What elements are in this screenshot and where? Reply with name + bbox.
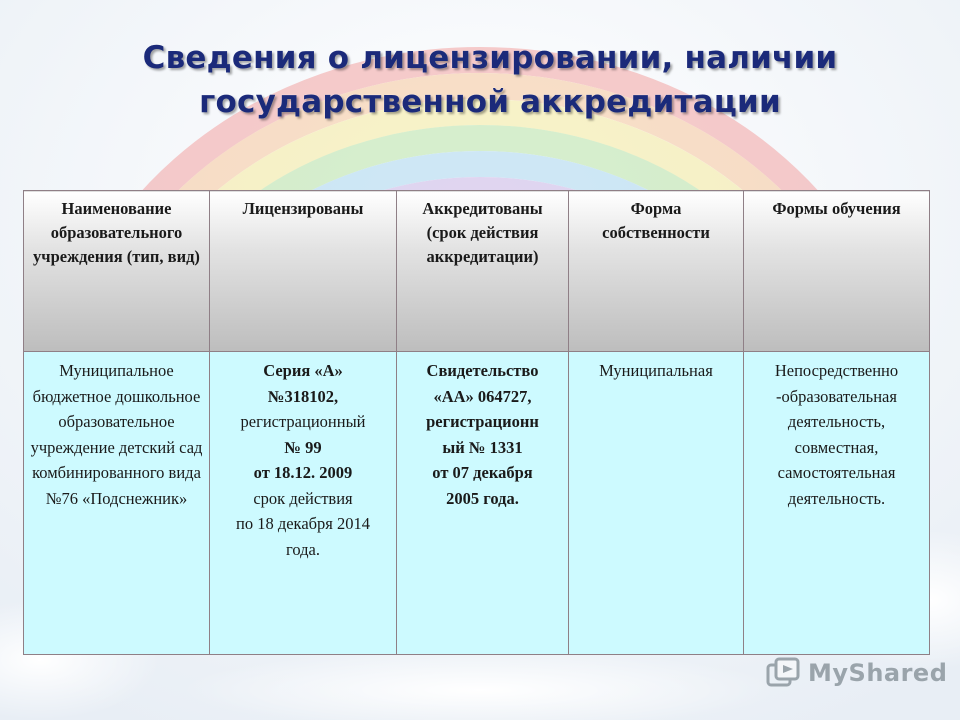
slide-title	[60, 36, 920, 124]
license-series: Серия «А»	[263, 361, 343, 380]
accreditation-line2: «АА» 064727,	[433, 386, 532, 406]
header-ownership: Форма собственности	[569, 191, 744, 352]
accreditation-line1: Свидетельство	[426, 361, 539, 380]
accreditation-line3: регистрационн	[426, 412, 539, 431]
license-validity-date: по 18 декабря 2014	[236, 514, 370, 533]
cell-accreditation	[397, 352, 569, 655]
cell-study-forms: Непосредственно -образовательная деятельность, совместная, самостоятельная деятельность.	[744, 352, 930, 655]
license-validity-label: срок действия	[253, 488, 353, 508]
header-accredited: Аккредитованы (срок действия аккредитации)	[397, 191, 569, 352]
header-study-forms: Формы обучения	[744, 191, 930, 352]
cell-ownership: Муниципальная	[569, 352, 744, 655]
header-institution: Наименование образовательного учреждения (тип, вид)	[24, 191, 210, 352]
license-number: №318102,	[267, 386, 339, 406]
table-header-row	[24, 191, 930, 352]
accreditation-line6: 2005 года.	[446, 488, 519, 508]
slide-title-line1: Сведения о лицензировании, наличии	[142, 40, 838, 76]
licensing-table	[23, 190, 930, 655]
table-row	[24, 352, 930, 655]
license-reg-label: регистрационный	[240, 412, 366, 431]
slide-title-line2: государственной аккредитации	[199, 84, 781, 120]
license-reg-number: № 99	[284, 437, 322, 457]
myshared-logo-icon	[766, 657, 802, 691]
license-validity-suffix: года.	[286, 539, 320, 559]
accreditation-line5: от 07 декабря	[432, 463, 533, 482]
watermark-text: MyShared	[808, 659, 948, 687]
accreditation-line4: ый № 1331	[442, 437, 523, 457]
myshared-watermark	[766, 655, 948, 695]
header-licensed: Лицензированы	[210, 191, 397, 352]
cell-license	[210, 352, 397, 655]
cell-institution: Муниципальное бюджетное дошкольное образовательное учреждение детский сад комбинированного вида №76 «Подснежник»	[24, 352, 210, 655]
license-date: от 18.12. 2009	[253, 463, 353, 482]
